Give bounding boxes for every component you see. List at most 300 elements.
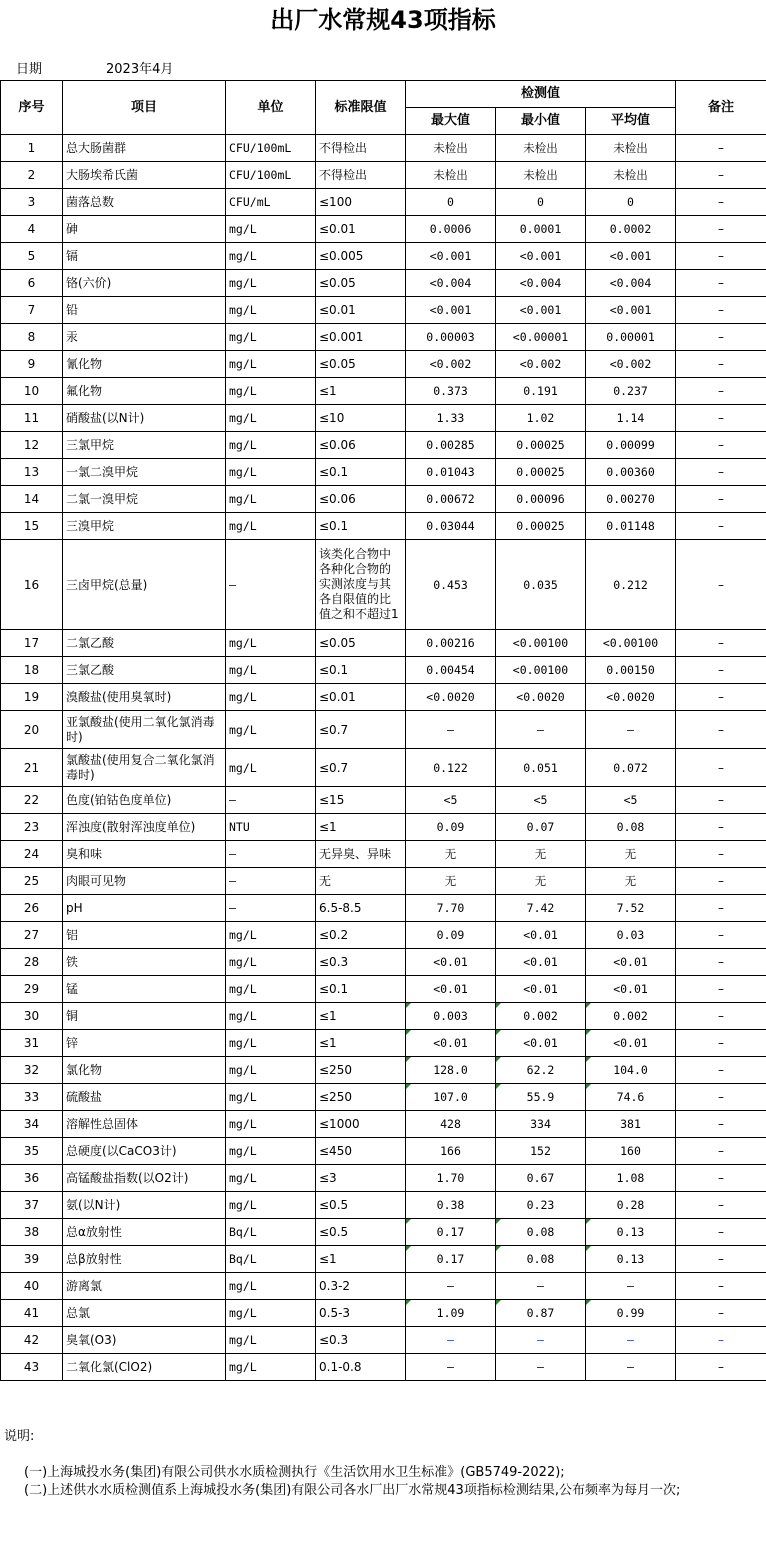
cell-min: 7.42 <box>496 895 586 922</box>
cell-item: 氨(以N计) <box>63 1192 226 1219</box>
date-label: 日期 <box>16 62 43 77</box>
cell-unit: NTU <box>226 814 316 841</box>
cell-avg: 160 <box>586 1138 676 1165</box>
cell-min: 0 <box>496 189 586 216</box>
cell-unit: mg/L <box>226 513 316 540</box>
cell-limit: 0.1-0.8 <box>316 1354 406 1381</box>
cell-limit: ≤250 <box>316 1084 406 1111</box>
table-row <box>1 486 766 513</box>
cell-avg: 7.52 <box>586 895 676 922</box>
cell-min: 未检出 <box>496 135 586 162</box>
cell-max: 1.09 <box>406 1300 496 1327</box>
cell-max: <0.01 <box>406 1030 496 1057</box>
cell-remark: – <box>676 1138 766 1165</box>
cell-remark: – <box>676 922 766 949</box>
cell-seq: 28 <box>1 949 63 976</box>
table-row <box>1 1138 766 1165</box>
cell-unit: mg/L <box>226 1300 316 1327</box>
cell-min: 0.07 <box>496 814 586 841</box>
cell-max: 0.09 <box>406 814 496 841</box>
cell-max: 428 <box>406 1111 496 1138</box>
cell-min: <0.002 <box>496 351 586 378</box>
cell-seq: 5 <box>1 243 63 270</box>
table-row <box>1 432 766 459</box>
cell-min: 0.035 <box>496 540 586 630</box>
cell-unit: CFU/100mL <box>226 135 316 162</box>
table-row <box>1 749 766 787</box>
cell-remark: – <box>676 297 766 324</box>
cell-unit: mg/L <box>226 949 316 976</box>
cell-avg: – <box>586 1273 676 1300</box>
cell-seq: 35 <box>1 1138 63 1165</box>
cell-item: 肉眼可见物 <box>63 868 226 895</box>
cell-min: <0.00100 <box>496 630 586 657</box>
cell-max: 1.70 <box>406 1165 496 1192</box>
cell-item: 镉 <box>63 243 226 270</box>
cell-limit: ≤0.7 <box>316 711 406 749</box>
cell-item: 总氯 <box>63 1300 226 1327</box>
cell-seq: 11 <box>1 405 63 432</box>
cell-limit: ≤0.06 <box>316 432 406 459</box>
cell-limit: ≤1 <box>316 1030 406 1057</box>
cell-avg: <0.004 <box>586 270 676 297</box>
cell-unit: — <box>226 841 316 868</box>
table-row <box>1 270 766 297</box>
cell-max: 0.01043 <box>406 459 496 486</box>
cell-min: <0.01 <box>496 949 586 976</box>
cell-max: 0.0006 <box>406 216 496 243</box>
cell-item: 汞 <box>63 324 226 351</box>
cell-item: 高锰酸盐指数(以O2计) <box>63 1165 226 1192</box>
cell-item: 三氯乙酸 <box>63 657 226 684</box>
table-row <box>1 297 766 324</box>
cell-remark: – <box>676 787 766 814</box>
cell-seq: 9 <box>1 351 63 378</box>
cell-avg: 1.08 <box>586 1165 676 1192</box>
cell-limit: ≤0.05 <box>316 351 406 378</box>
cell-remark: – <box>676 405 766 432</box>
cell-limit: ≤250 <box>316 1057 406 1084</box>
header-avg: 平均值 <box>586 108 676 135</box>
cell-min: 0.23 <box>496 1192 586 1219</box>
cell-unit: mg/L <box>226 432 316 459</box>
cell-min: <0.004 <box>496 270 586 297</box>
cell-limit: 不得检出 <box>316 162 406 189</box>
cell-limit: 6.5-8.5 <box>316 895 406 922</box>
cell-limit: ≤0.06 <box>316 486 406 513</box>
cell-remark: – <box>676 378 766 405</box>
cell-seq: 31 <box>1 1030 63 1057</box>
cell-seq: 2 <box>1 162 63 189</box>
cell-limit: ≤0.7 <box>316 749 406 787</box>
cell-item: 臭和味 <box>63 841 226 868</box>
cell-max: – <box>406 1273 496 1300</box>
cell-avg: 0.00001 <box>586 324 676 351</box>
cell-item: 溶解性总固体 <box>63 1111 226 1138</box>
cell-avg: <0.01 <box>586 1030 676 1057</box>
cell-unit: mg/L <box>226 684 316 711</box>
cell-remark: – <box>676 324 766 351</box>
table-row <box>1 895 766 922</box>
table-row <box>1 868 766 895</box>
cell-min: <0.01 <box>496 976 586 1003</box>
cell-item: 总硬度(以CaCO3计) <box>63 1138 226 1165</box>
cell-avg: 0.0002 <box>586 216 676 243</box>
header-max: 最大值 <box>406 108 496 135</box>
cell-seq: 7 <box>1 297 63 324</box>
cell-limit: ≤10 <box>316 405 406 432</box>
cell-min: 62.2 <box>496 1057 586 1084</box>
table-row <box>1 216 766 243</box>
table-row <box>1 540 766 630</box>
table-row <box>1 787 766 814</box>
cell-avg: <0.001 <box>586 297 676 324</box>
cell-remark: – <box>676 459 766 486</box>
cell-seq: 20 <box>1 711 63 749</box>
cell-max: 未检出 <box>406 162 496 189</box>
cell-seq: 33 <box>1 1084 63 1111</box>
cell-max: <0.002 <box>406 351 496 378</box>
cell-min: <0.0020 <box>496 684 586 711</box>
cell-item: 三氯甲烷 <box>63 432 226 459</box>
cell-avg: <0.00100 <box>586 630 676 657</box>
cell-avg: 无 <box>586 868 676 895</box>
cell-min: 0.00096 <box>496 486 586 513</box>
cell-unit: mg/L <box>226 711 316 749</box>
cell-limit: ≤100 <box>316 189 406 216</box>
cell-item: 总β放射性 <box>63 1246 226 1273</box>
cell-seq: 17 <box>1 630 63 657</box>
cell-seq: 26 <box>1 895 63 922</box>
cell-seq: 37 <box>1 1192 63 1219</box>
cell-seq: 24 <box>1 841 63 868</box>
cell-avg: <5 <box>586 787 676 814</box>
cell-avg: – <box>586 1354 676 1381</box>
cell-min: 0.08 <box>496 1219 586 1246</box>
table-row <box>1 135 766 162</box>
cell-item: 总α放射性 <box>63 1219 226 1246</box>
header-seq: 序号 <box>1 81 63 135</box>
cell-avg: 104.0 <box>586 1057 676 1084</box>
cell-min: 无 <box>496 868 586 895</box>
cell-avg: 1.14 <box>586 405 676 432</box>
cell-avg: <0.002 <box>586 351 676 378</box>
cell-remark: – <box>676 657 766 684</box>
cell-max: <0.001 <box>406 243 496 270</box>
cell-remark: – <box>676 749 766 787</box>
cell-unit: CFU/mL <box>226 189 316 216</box>
cell-item: 浑浊度(散射浑浊度单位) <box>63 814 226 841</box>
cell-remark: – <box>676 486 766 513</box>
cell-avg: <0.0020 <box>586 684 676 711</box>
cell-unit: mg/L <box>226 1084 316 1111</box>
cell-remark: – <box>676 1327 766 1354</box>
cell-seq: 4 <box>1 216 63 243</box>
table-row <box>1 1300 766 1327</box>
cell-unit: mg/L <box>226 459 316 486</box>
cell-unit: — <box>226 787 316 814</box>
table-row <box>1 711 766 749</box>
cell-limit: ≤0.01 <box>316 297 406 324</box>
cell-max: <0.001 <box>406 297 496 324</box>
cell-avg: 无 <box>586 841 676 868</box>
cell-remark: – <box>676 243 766 270</box>
cell-unit: — <box>226 540 316 630</box>
cell-avg: 0.99 <box>586 1300 676 1327</box>
cell-unit: mg/L <box>226 1138 316 1165</box>
cell-min: 0.002 <box>496 1003 586 1030</box>
cell-min: 未检出 <box>496 162 586 189</box>
cell-max: <0.01 <box>406 976 496 1003</box>
table-row <box>1 684 766 711</box>
date-row <box>0 58 766 80</box>
cell-max: – <box>406 1327 496 1354</box>
table-row <box>1 922 766 949</box>
cell-min: 0.67 <box>496 1165 586 1192</box>
cell-unit: mg/L <box>226 1273 316 1300</box>
note-item: (一)上海城投水务(集团)有限公司供水水质检测执行《生活饮用水卫生标准》(GB5749-2022); <box>24 1465 565 1480</box>
cell-remark: – <box>676 189 766 216</box>
table-body <box>1 135 766 1381</box>
cell-max: 0.003 <box>406 1003 496 1030</box>
cell-unit: mg/L <box>226 270 316 297</box>
cell-limit: ≤0.2 <box>316 922 406 949</box>
cell-max: 0.17 <box>406 1219 496 1246</box>
cell-unit: mg/L <box>226 1354 316 1381</box>
cell-limit: ≤3 <box>316 1165 406 1192</box>
cell-seq: 13 <box>1 459 63 486</box>
cell-limit: ≤1000 <box>316 1111 406 1138</box>
cell-avg: 0.072 <box>586 749 676 787</box>
cell-avg: 0.212 <box>586 540 676 630</box>
indicator-table <box>0 80 766 1381</box>
cell-min: <0.00001 <box>496 324 586 351</box>
cell-min: 0.0001 <box>496 216 586 243</box>
cell-limit: ≤450 <box>316 1138 406 1165</box>
cell-max: <0.004 <box>406 270 496 297</box>
cell-min: – <box>496 1273 586 1300</box>
cell-remark: – <box>676 513 766 540</box>
cell-limit: ≤1 <box>316 1246 406 1273</box>
cell-unit: mg/L <box>226 216 316 243</box>
cell-limit: ≤0.01 <box>316 216 406 243</box>
cell-limit: ≤1 <box>316 814 406 841</box>
cell-unit: Bq/L <box>226 1219 316 1246</box>
table-row <box>1 378 766 405</box>
cell-item: 氯酸盐(使用复合二氧化氯消毒时) <box>63 749 226 787</box>
cell-item: 氰化物 <box>63 351 226 378</box>
table-row <box>1 162 766 189</box>
table-row <box>1 513 766 540</box>
cell-max: 0.00285 <box>406 432 496 459</box>
table-row <box>1 1354 766 1381</box>
cell-seq: 36 <box>1 1165 63 1192</box>
cell-item: 硫酸盐 <box>63 1084 226 1111</box>
cell-unit: mg/L <box>226 1165 316 1192</box>
cell-max: 0 <box>406 189 496 216</box>
table-row <box>1 1219 766 1246</box>
cell-avg: 0.00360 <box>586 459 676 486</box>
cell-avg: 0.002 <box>586 1003 676 1030</box>
cell-max: – <box>406 711 496 749</box>
cell-limit: 该类化合物中各种化合物的实测浓度与其各自限值的比值之和不超过1 <box>316 540 406 630</box>
cell-remark: – <box>676 1165 766 1192</box>
cell-remark: – <box>676 162 766 189</box>
table-row <box>1 405 766 432</box>
cell-unit: mg/L <box>226 351 316 378</box>
cell-max: 107.0 <box>406 1084 496 1111</box>
cell-limit: ≤0.005 <box>316 243 406 270</box>
cell-min: 0.00025 <box>496 513 586 540</box>
table-row <box>1 1246 766 1273</box>
cell-item: 二氧化氯(ClO2) <box>63 1354 226 1381</box>
cell-remark: – <box>676 351 766 378</box>
cell-avg: 0.03 <box>586 922 676 949</box>
cell-seq: 38 <box>1 1219 63 1246</box>
cell-remark: – <box>676 841 766 868</box>
cell-max: 7.70 <box>406 895 496 922</box>
cell-item: 菌落总数 <box>63 189 226 216</box>
cell-item: 亚氯酸盐(使用二氧化氯消毒时) <box>63 711 226 749</box>
cell-max: 128.0 <box>406 1057 496 1084</box>
cell-max: 0.09 <box>406 922 496 949</box>
cell-unit: mg/L <box>226 378 316 405</box>
cell-seq: 39 <box>1 1246 63 1273</box>
cell-unit: mg/L <box>226 976 316 1003</box>
cell-max: 1.33 <box>406 405 496 432</box>
cell-avg: <0.01 <box>586 949 676 976</box>
table-row <box>1 976 766 1003</box>
cell-seq: 6 <box>1 270 63 297</box>
table-row <box>1 1003 766 1030</box>
cell-max: 0.00454 <box>406 657 496 684</box>
cell-max: 0.38 <box>406 1192 496 1219</box>
cell-item: 二氯乙酸 <box>63 630 226 657</box>
cell-max: 0.453 <box>406 540 496 630</box>
cell-seq: 30 <box>1 1003 63 1030</box>
cell-limit: ≤0.3 <box>316 949 406 976</box>
table-row <box>1 189 766 216</box>
cell-avg: 0.28 <box>586 1192 676 1219</box>
cell-avg: 0.00150 <box>586 657 676 684</box>
cell-limit: ≤0.05 <box>316 630 406 657</box>
cell-item: 一氯二溴甲烷 <box>63 459 226 486</box>
cell-limit: 0.3-2 <box>316 1273 406 1300</box>
cell-min: 0.191 <box>496 378 586 405</box>
cell-remark: – <box>676 976 766 1003</box>
cell-limit: ≤0.1 <box>316 459 406 486</box>
cell-remark: – <box>676 949 766 976</box>
cell-min: 152 <box>496 1138 586 1165</box>
table-row <box>1 814 766 841</box>
cell-item: 臭氧(O3) <box>63 1327 226 1354</box>
cell-seq: 14 <box>1 486 63 513</box>
cell-unit: — <box>226 895 316 922</box>
cell-min: <0.001 <box>496 243 586 270</box>
cell-unit: mg/L <box>226 657 316 684</box>
cell-limit: ≤0.05 <box>316 270 406 297</box>
cell-limit: ≤15 <box>316 787 406 814</box>
cell-avg: 74.6 <box>586 1084 676 1111</box>
cell-remark: – <box>676 1057 766 1084</box>
cell-item: 铜 <box>63 1003 226 1030</box>
cell-seq: 16 <box>1 540 63 630</box>
cell-limit: 0.5-3 <box>316 1300 406 1327</box>
cell-max: 0.17 <box>406 1246 496 1273</box>
cell-unit: mg/L <box>226 297 316 324</box>
table-row <box>1 324 766 351</box>
cell-limit: ≤0.3 <box>316 1327 406 1354</box>
cell-seq: 3 <box>1 189 63 216</box>
cell-min: 55.9 <box>496 1084 586 1111</box>
cell-remark: – <box>676 1192 766 1219</box>
table-row <box>1 657 766 684</box>
cell-min: 0.87 <box>496 1300 586 1327</box>
cell-remark: – <box>676 684 766 711</box>
cell-limit: ≤0.1 <box>316 976 406 1003</box>
cell-avg: – <box>586 711 676 749</box>
cell-unit: mg/L <box>226 1327 316 1354</box>
cell-avg: 未检出 <box>586 135 676 162</box>
header-unit: 单位 <box>226 81 316 135</box>
cell-unit: mg/L <box>226 405 316 432</box>
table-row <box>1 1057 766 1084</box>
cell-remark: – <box>676 135 766 162</box>
cell-item: 大肠埃希氏菌 <box>63 162 226 189</box>
cell-seq: 15 <box>1 513 63 540</box>
cell-remark: – <box>676 1084 766 1111</box>
cell-min: <0.00100 <box>496 657 586 684</box>
header-detect: 检测值 <box>406 81 676 108</box>
header-min: 最小值 <box>496 108 586 135</box>
cell-min: 0.00025 <box>496 432 586 459</box>
cell-unit: mg/L <box>226 749 316 787</box>
cell-remark: – <box>676 630 766 657</box>
cell-limit: ≤0.5 <box>316 1219 406 1246</box>
cell-item: 游离氯 <box>63 1273 226 1300</box>
cell-max: 无 <box>406 868 496 895</box>
cell-remark: – <box>676 432 766 459</box>
cell-max: 0.122 <box>406 749 496 787</box>
cell-seq: 27 <box>1 922 63 949</box>
cell-avg: 0.08 <box>586 814 676 841</box>
cell-item: 氯化物 <box>63 1057 226 1084</box>
cell-avg: 未检出 <box>586 162 676 189</box>
cell-unit: mg/L <box>226 486 316 513</box>
cell-unit: — <box>226 868 316 895</box>
cell-remark: – <box>676 1273 766 1300</box>
cell-remark: – <box>676 814 766 841</box>
cell-seq: 19 <box>1 684 63 711</box>
cell-seq: 1 <box>1 135 63 162</box>
cell-min: 334 <box>496 1111 586 1138</box>
cell-item: 溴酸盐(使用臭氧时) <box>63 684 226 711</box>
table-row <box>1 243 766 270</box>
cell-unit: mg/L <box>226 1003 316 1030</box>
table-row <box>1 459 766 486</box>
cell-max: 未检出 <box>406 135 496 162</box>
cell-unit: mg/L <box>226 1111 316 1138</box>
cell-limit: ≤0.1 <box>316 657 406 684</box>
cell-min: 0.00025 <box>496 459 586 486</box>
cell-seq: 42 <box>1 1327 63 1354</box>
table-row <box>1 949 766 976</box>
cell-remark: – <box>676 216 766 243</box>
cell-limit: ≤0.01 <box>316 684 406 711</box>
cell-max: 0.373 <box>406 378 496 405</box>
cell-remark: – <box>676 1219 766 1246</box>
table-row <box>1 630 766 657</box>
